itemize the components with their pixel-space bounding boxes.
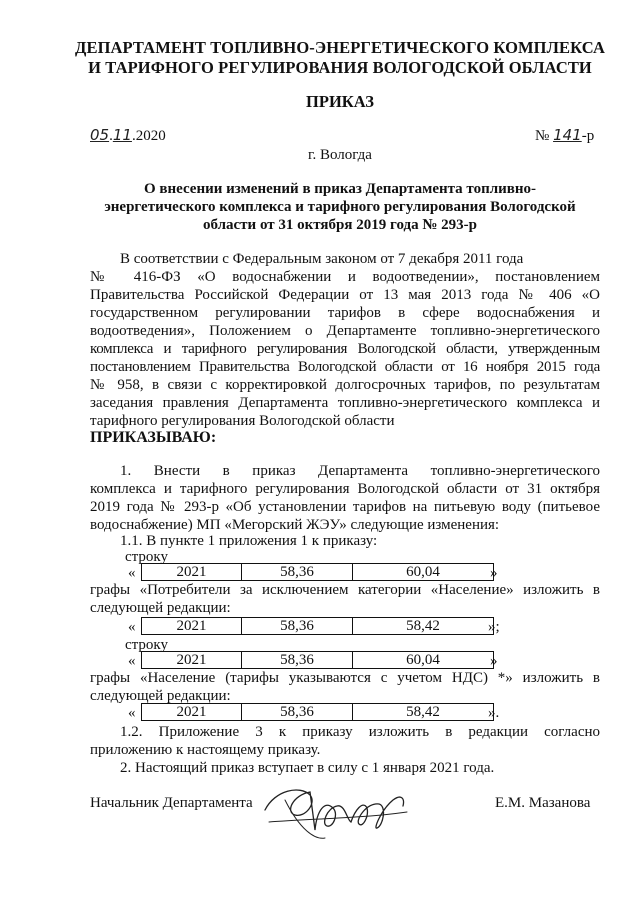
grafy2-line1: графы «Население (тарифы указываются с учетом НДС) *» изложить в <box>90 670 600 686</box>
signer-name: Е.М. Мазанова <box>495 795 591 811</box>
subject-line1: О внесении изменений в приказ Департамента топливно- <box>143 181 537 197</box>
row3-year: 2021 <box>142 652 242 669</box>
grafy1-line2: следующей редакции: <box>90 600 231 616</box>
close-quote-3: » <box>490 653 498 669</box>
subject-line2: энергетического комплекса и тарифного регулирования Вологодской <box>104 199 576 215</box>
date-sep: . <box>109 128 113 144</box>
close-quote-1: » <box>490 565 498 581</box>
close-quote-4: ». <box>488 705 500 721</box>
stroku-label-2: строку <box>125 637 168 653</box>
preamble-line2: № 416-ФЗ «О водоснабжении и водоотведении», постановлением <box>90 269 600 285</box>
open-quote-3: « <box>128 653 136 669</box>
item1-2-line1: 1.2. Приложение 3 к приказу изложить в редакции согласно <box>120 724 600 740</box>
preamble-line5: водоотведения», Положением о Департаменте топливно-энергетического <box>90 323 600 339</box>
order-subject <box>80 180 600 234</box>
open-quote-4: « <box>128 705 136 721</box>
preamble-line10: тарифного регулирования Вологодской области <box>90 413 395 429</box>
row2-value-a: 58,36 <box>242 618 353 635</box>
city: г. Вологда <box>308 147 372 163</box>
order-date <box>90 126 166 145</box>
item1-line2: комплекса и тарифного регулирования Вологодской области от 31 октября <box>90 481 600 497</box>
values-row-3 <box>141 651 494 669</box>
grafy-1 <box>90 581 600 617</box>
grafy-2 <box>90 669 600 705</box>
row4-year: 2021 <box>142 704 242 721</box>
doc-type: ПРИКАЗ <box>306 92 374 111</box>
grafy2-line2: следующей редакции: <box>90 688 231 704</box>
number-value: 141 <box>553 126 582 144</box>
handwritten-signature <box>255 770 415 845</box>
department-title-line2: И ТАРИФНОГО РЕГУЛИРОВАНИЯ ВОЛОГОДСКОЙ ОБЛАСТИ <box>88 58 592 77</box>
item1-line3: 2019 года № 293-р «Об установлении тарифов на питьевую воду (питьевое <box>90 499 600 515</box>
preamble <box>90 250 600 430</box>
values-row-2 <box>141 617 494 635</box>
order-number <box>535 126 594 145</box>
row2-year: 2021 <box>142 618 242 635</box>
preamble-line3: Правительства Российской Федерации от 13 мая 2013 года № 406 «О <box>90 287 600 303</box>
subject-line3: области от 31 октября 2019 года № 293-р <box>202 217 478 233</box>
grafy1-line1: графы «Потребители за исключением категории «Население» изложить в <box>90 582 600 598</box>
preamble-line4: государственном регулировании тарифов в сфере водоснабжения и <box>90 305 600 321</box>
number-suffix: -р <box>581 128 595 144</box>
preamble-line8: № 958, в связи с корректировкой долгосрочных тарифов, по результатам <box>90 377 600 393</box>
values-row-1 <box>141 563 494 581</box>
department-title-line1: ДЕПАРТАМЕНТ ТОПЛИВНО-ЭНЕРГЕТИЧЕСКОГО КОМПЛЕКСА <box>75 38 605 57</box>
row1-value-a: 58,36 <box>242 564 353 581</box>
preamble-line1: В соответствии с Федеральным законом от 7 декабря 2011 года <box>120 251 524 267</box>
row4-value-b: 58,42 <box>353 704 494 721</box>
preamble-line6: комплекса и тарифного регулирования Вологодской области, утвержденным <box>90 341 600 357</box>
open-quote-2: « <box>128 619 136 635</box>
number-prefix: № <box>535 128 550 144</box>
row1-year: 2021 <box>142 564 242 581</box>
preamble-line7: постановлением Правительства Вологодской области от 16 ноября 2015 года <box>90 359 600 375</box>
date-month: 11 <box>112 126 132 144</box>
values-row-4 <box>141 703 494 721</box>
item-2: 2. Настоящий приказ вступает в силу с 1 января 2021 года. <box>120 760 495 776</box>
open-quote-1: « <box>128 565 136 581</box>
close-quote-2: »; <box>488 619 500 635</box>
row1-value-b: 60,04 <box>353 564 494 581</box>
item1-line4: водоснабжение) МП «Мегорский ЖЭУ» следующие изменения: <box>90 517 500 533</box>
row2-value-b: 58,42 <box>353 618 494 635</box>
order-word: ПРИКАЗЫВАЮ: <box>90 429 217 446</box>
item1-2-line2: приложению к настоящему приказу. <box>90 742 321 758</box>
item-1-2 <box>90 723 600 759</box>
date-year: .2020 <box>131 128 166 144</box>
date-day: 05 <box>90 126 110 144</box>
item1-line1: 1. Внести в приказ Департамента топливно-энергетического <box>120 463 600 479</box>
item-1 <box>90 462 600 534</box>
row3-value-b: 60,04 <box>353 652 494 669</box>
signer-title: Начальник Департамента <box>90 795 253 811</box>
item-1-1: 1.1. В пункте 1 приложения 1 к приказу: <box>120 533 378 549</box>
preamble-line9: заседания правления Департамента топливно-энергетического комплекса и <box>90 395 600 411</box>
row4-value-a: 58,36 <box>242 704 353 721</box>
stroku-label-1: строку <box>125 549 168 565</box>
row3-value-a: 58,36 <box>242 652 353 669</box>
